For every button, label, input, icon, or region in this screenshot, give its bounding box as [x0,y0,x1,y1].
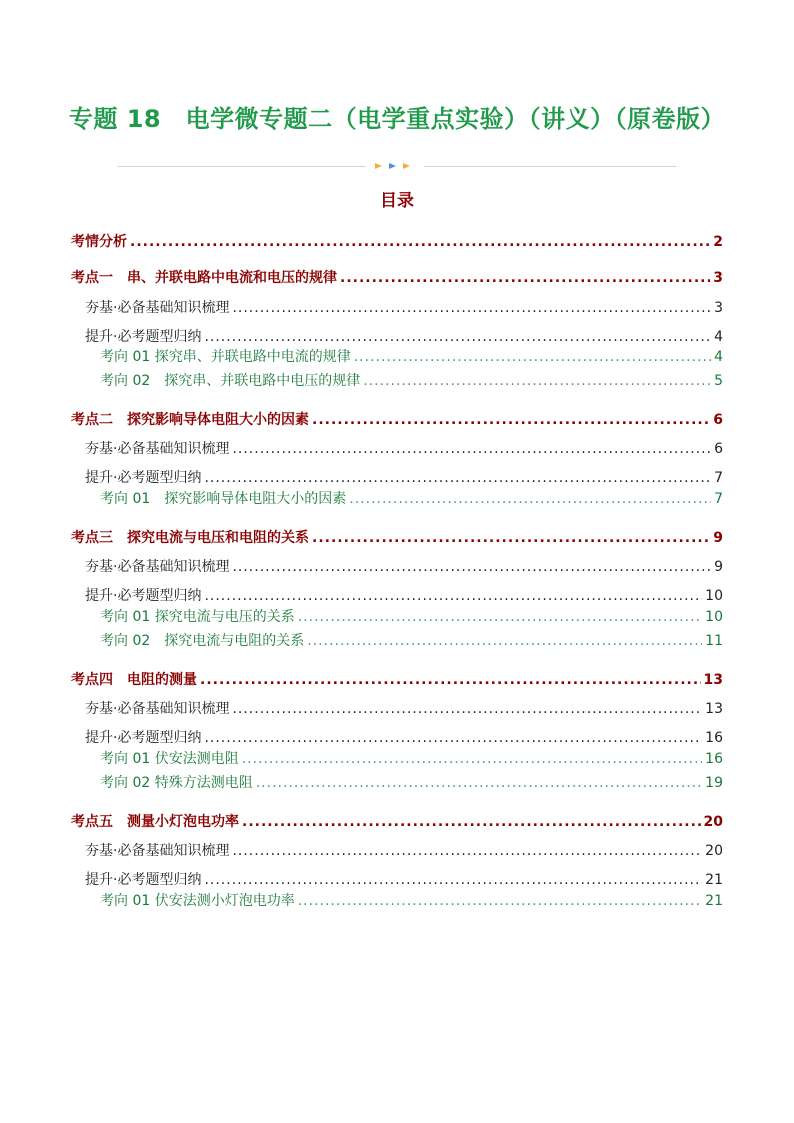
toc-subitem[interactable] [100,772,723,792]
dot-leader [312,412,710,428]
toc-section-page: 6 [713,412,723,428]
toc-section-page: 9 [713,530,723,546]
toc-subitem[interactable] [100,346,723,366]
dot-leader [298,609,702,625]
toc-subitem-label: 考向 01 探究串、并联电路中电流的规律 [100,349,351,365]
toc-item-page: 16 [705,730,723,746]
toc-entry-label: 考情分析 [71,234,127,250]
toc-subitem[interactable] [100,370,723,390]
toc-item[interactable] [85,556,723,576]
title-divider-right [424,166,676,167]
toc-entry-intro[interactable] [71,231,723,251]
toc-item-page: 20 [705,843,723,859]
dot-leader [349,491,711,507]
dot-leader [204,470,711,486]
dot-leader [200,672,701,688]
toc-item-page: 21 [705,872,723,888]
toc-item-label: 夯基·必备基础知识梳理 [85,441,230,457]
toc-section-page: 3 [713,270,723,286]
toc-item-page: 3 [714,300,723,316]
toc-section-label: 考点一 串、并联电路中电流和电压的规律 [71,270,337,286]
decorative-arrows-icon [373,161,419,171]
toc-item-label: 夯基·必备基础知识梳理 [85,843,230,859]
dot-leader [204,730,702,746]
dot-leader [354,349,711,365]
toc-subitem-label: 考向 02 特殊方法测电阻 [100,775,253,791]
document-title: 专题 18 电学微专题二（电学重点实验）（讲义）（原卷版） [68,105,726,133]
toc-section-3[interactable] [71,527,723,547]
toc-section-1[interactable] [71,267,723,287]
toc-subitem-page: 10 [705,609,723,625]
toc-section-page: 20 [703,814,723,830]
dot-leader [232,701,702,717]
dot-leader [312,530,710,546]
toc-section-label: 考点四 电阻的测量 [71,672,197,688]
toc-item-page: 6 [714,441,723,457]
toc-item[interactable] [85,585,723,605]
toc-item-page: 7 [714,470,723,486]
toc-section-2[interactable] [71,409,723,429]
dot-leader [232,843,702,859]
toc-subitem-label: 考向 01 探究影响导体电阻大小的因素 [100,491,347,507]
dot-leader [307,633,702,649]
toc-item-label: 夯基·必备基础知识梳理 [85,559,230,575]
toc-subitem[interactable] [100,630,723,650]
toc-item-page: 9 [714,559,723,575]
toc-item-page: 10 [705,588,723,604]
toc-item-label: 提升·必考题型归纳 [85,329,202,345]
toc-item-label: 夯基·必备基础知识梳理 [85,300,230,316]
toc-section-5[interactable] [71,811,723,831]
dot-leader [232,559,711,575]
toc-section-label: 考点三 探究电流与电压和电阻的关系 [71,530,309,546]
dot-leader [204,329,711,345]
toc-item-page: 13 [705,701,723,717]
dot-leader [232,441,711,457]
toc-item[interactable] [85,727,723,747]
dot-leader [242,814,701,830]
toc-item[interactable] [85,869,723,889]
toc-subitem-page: 7 [714,491,723,507]
toc-subitem-page: 21 [705,893,723,909]
toc-subitem-page: 16 [705,751,723,767]
dot-leader [130,234,710,250]
toc-item[interactable] [85,438,723,458]
dot-leader [232,300,711,316]
dot-leader [204,588,702,604]
dot-leader [204,872,702,888]
dot-leader [298,893,702,909]
toc-subitem[interactable] [100,488,723,508]
dot-leader [242,751,702,767]
toc-heading: 目录 [380,191,414,211]
toc-item-label: 提升·必考题型归纳 [85,470,202,486]
toc-entry-page: 2 [713,234,723,250]
toc-section-page: 13 [703,672,723,688]
toc-item-label: 提升·必考题型归纳 [85,588,202,604]
toc-item-label: 提升·必考题型归纳 [85,872,202,888]
toc-item[interactable] [85,467,723,487]
toc-item-page: 4 [714,329,723,345]
toc-item[interactable] [85,326,723,346]
toc-item-label: 提升·必考题型归纳 [85,730,202,746]
toc-item[interactable] [85,840,723,860]
toc-item[interactable] [85,698,723,718]
toc-subitem-label: 考向 01 伏安法测电阻 [100,751,239,767]
dot-leader [363,373,711,389]
toc-subitem-page: 19 [705,775,723,791]
toc-section-label: 考点五 测量小灯泡电功率 [71,814,239,830]
title-divider-left [118,166,366,167]
toc-subitem-page: 4 [714,349,723,365]
toc-subitem-label: 考向 01 探究电流与电压的关系 [100,609,295,625]
dot-leader [340,270,710,286]
toc-item[interactable] [85,297,723,317]
toc-subitem-page: 5 [714,373,723,389]
toc-subitem-label: 考向 01 伏安法测小灯泡电功率 [100,893,295,909]
toc-section-label: 考点二 探究影响导体电阻大小的因素 [71,412,309,428]
toc-subitem-label: 考向 02 探究串、并联电路中电压的规律 [100,373,361,389]
toc-item-label: 夯基·必备基础知识梳理 [85,701,230,717]
toc-subitem[interactable] [100,606,723,626]
toc-section-4[interactable] [71,669,723,689]
dot-leader [256,775,702,791]
toc-subitem[interactable] [100,748,723,768]
toc-subitem-label: 考向 02 探究电流与电阻的关系 [100,633,305,649]
toc-subitem[interactable] [100,890,723,910]
toc-subitem-page: 11 [705,633,723,649]
